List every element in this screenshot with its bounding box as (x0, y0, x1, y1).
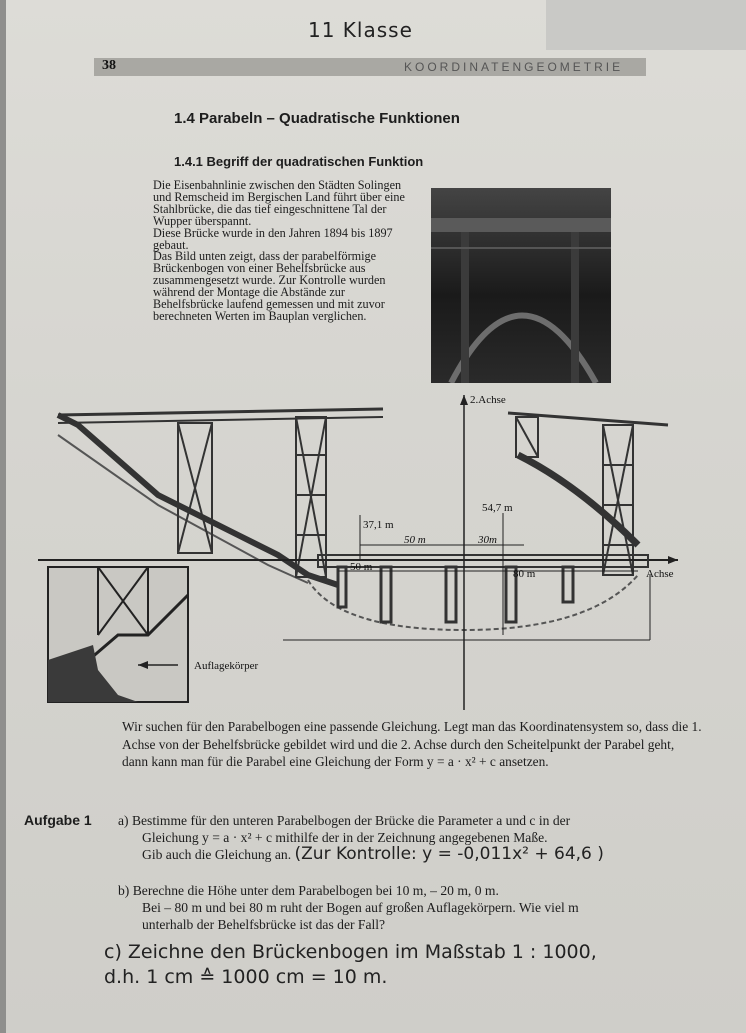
task-b-line-1: b) Berechne die Höhe unter dem Parabelbogen bei 10 m, – 20 m, 0 m. (118, 883, 499, 898)
task-b-line-2: Bei – 80 m und bei 80 m ruht der Bogen auf großen Auflagekörpern. Wie viel m (142, 900, 579, 915)
task-a-line-3: Gib auch die Gleichung an. (142, 847, 292, 862)
task-a-line-2: Gleichung y = a · x² + c mithilfe der in der Zeichnung angegebenen Maße. (142, 830, 548, 845)
handwritten-control: (Zur Kontrolle: y = -0,011x² + 64,6 ) (294, 844, 604, 864)
dim-50-top: 50 m (404, 534, 426, 546)
subsection-title: 1.4.1 Begriff der quadratischen Funktion (174, 154, 424, 169)
paper-tab (546, 0, 746, 50)
task-b (118, 882, 708, 933)
worksheet-page (6, 0, 746, 1033)
task-a (118, 812, 708, 863)
task-c-line-1: c) Zeichne den Brückenbogen im Maßstab 1 : 1000, (104, 941, 597, 963)
section-title: 1.4 Parabeln – Quadratische Funktionen (174, 110, 460, 127)
intro-text (153, 180, 408, 323)
task-a-line-1: a) Bestimme für den unteren Parabelbogen der Brücke die Parameter a und c in der (118, 813, 571, 828)
page-number: 38 (102, 58, 116, 73)
task-c-line-2: d.h. 1 cm ≙ 1000 cm = 10 m. (104, 966, 388, 988)
task-label: Aufgabe 1 (24, 812, 92, 828)
bridge-photo (431, 188, 611, 383)
intro-paragraph-3: Das Bild unten zeigt, dass der parabelförmige Brückenbogen von einer Behelfsbrücke aus zusammengesetzt wurde. Zur Kontrolle wurden während der Montage die Abstände zur Behelfsbrücke laufend gemessen und mit zuvor berechneten Werten im Bauplan verglichen. (153, 249, 386, 323)
intro-paragraph-1: Die Eisenbahnlinie zwischen den Städten Solingen und Remscheid im Bergischen Land führt über eine Stahlbrücke, die das tief eingeschnittene Tal der Wupper überspannt. (153, 178, 405, 228)
task-c-handwritten (104, 940, 714, 990)
left-tower (178, 417, 326, 577)
handwritten-class-label: 11 Klasse (308, 18, 413, 42)
bridge-diagram (38, 395, 698, 710)
axis-2-label: 2.Achse (470, 395, 506, 406)
dim-54-7: 54,7 m (482, 502, 513, 514)
dim-37-1: 37,1 m (363, 519, 394, 531)
chapter-label: KOORDINATENGEOMETRIE (404, 60, 624, 74)
bridge-photo-sketch (431, 188, 611, 383)
dim-80: 80 m (513, 568, 536, 580)
caption-text: Wir suchen für den Parabelbogen eine passende Gleichung. Legt man das Koordinatensystem so, dass die 1. Achse von der Behelfsbrücke gebildet wird und die 2. Achse durch den Scheitelpunkt der Parabel geht, dann kann man für die Parabel eine Gleichung der Form y = a · x² + c ansetzen. (122, 719, 702, 769)
parabola-arch (308, 575, 638, 630)
right-arch-truss (518, 455, 638, 545)
intro-paragraph-2: Diese Brücke wurde in den Jahren 1894 bis 1897 gebaut. (153, 225, 393, 252)
dim-50-bottom: 50 m (350, 561, 373, 573)
dim-30: 30m (478, 534, 497, 546)
task-b-line-3: unterhalb der Behelfsbrücke ist das der Fall? (142, 917, 386, 932)
right-tower (508, 413, 668, 575)
auflager-label: Auflagekörper (194, 660, 259, 672)
axis-1-label: Achse (646, 568, 674, 580)
